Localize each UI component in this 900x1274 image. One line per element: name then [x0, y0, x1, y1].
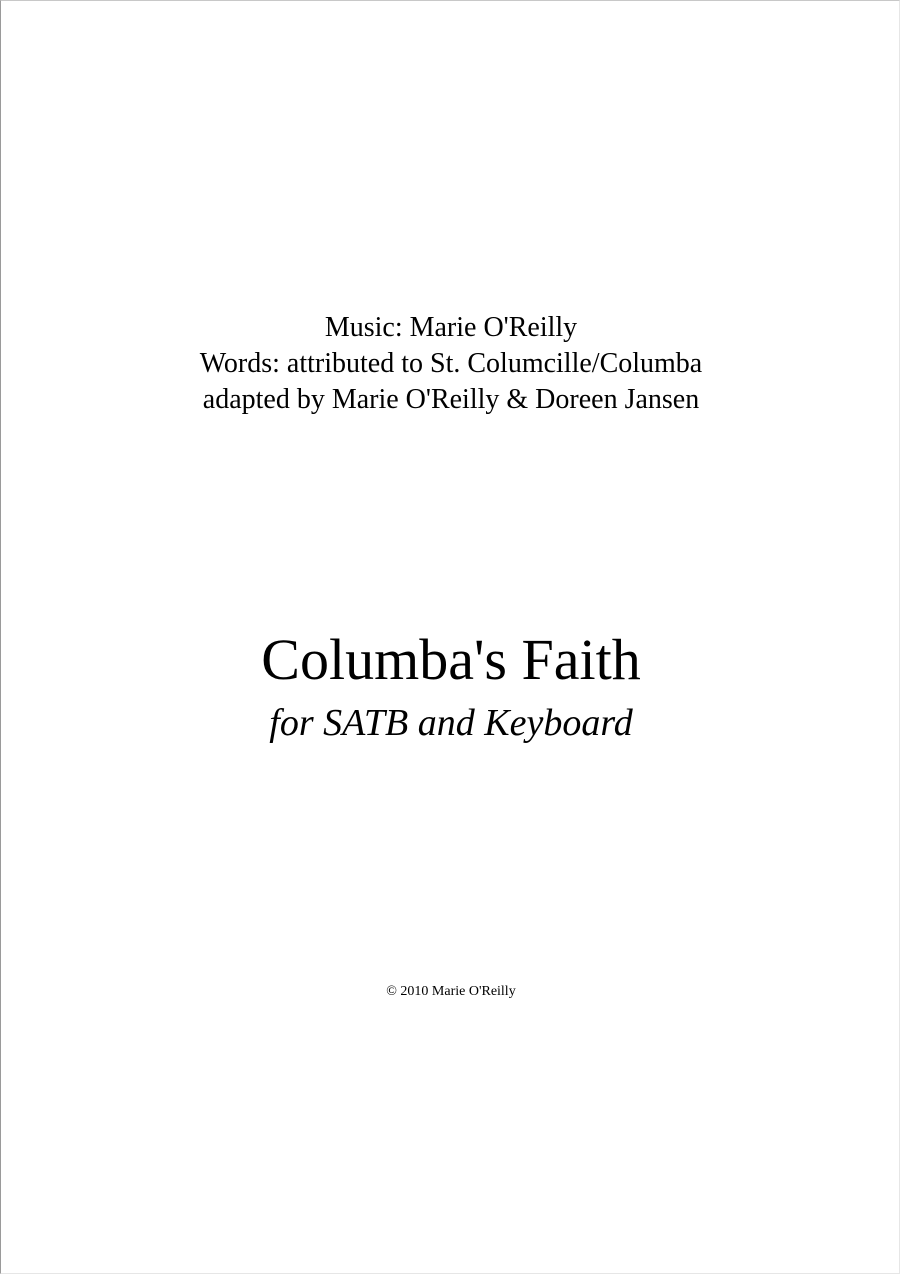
adaptation-credit: adapted by Marie O'Reilly & Doreen Jansen	[202, 384, 700, 415]
credits-block	[1, 310, 900, 418]
words-credit: Words: attributed to St. Columcille/Columba	[199, 348, 703, 379]
copyright-notice: © 2010 Marie O'Reilly	[386, 984, 516, 999]
work-title: Columba's Faith	[261, 627, 641, 692]
music-credit: Music: Marie O'Reilly	[324, 312, 578, 343]
work-subtitle: for SATB and Keyboard	[269, 702, 633, 744]
